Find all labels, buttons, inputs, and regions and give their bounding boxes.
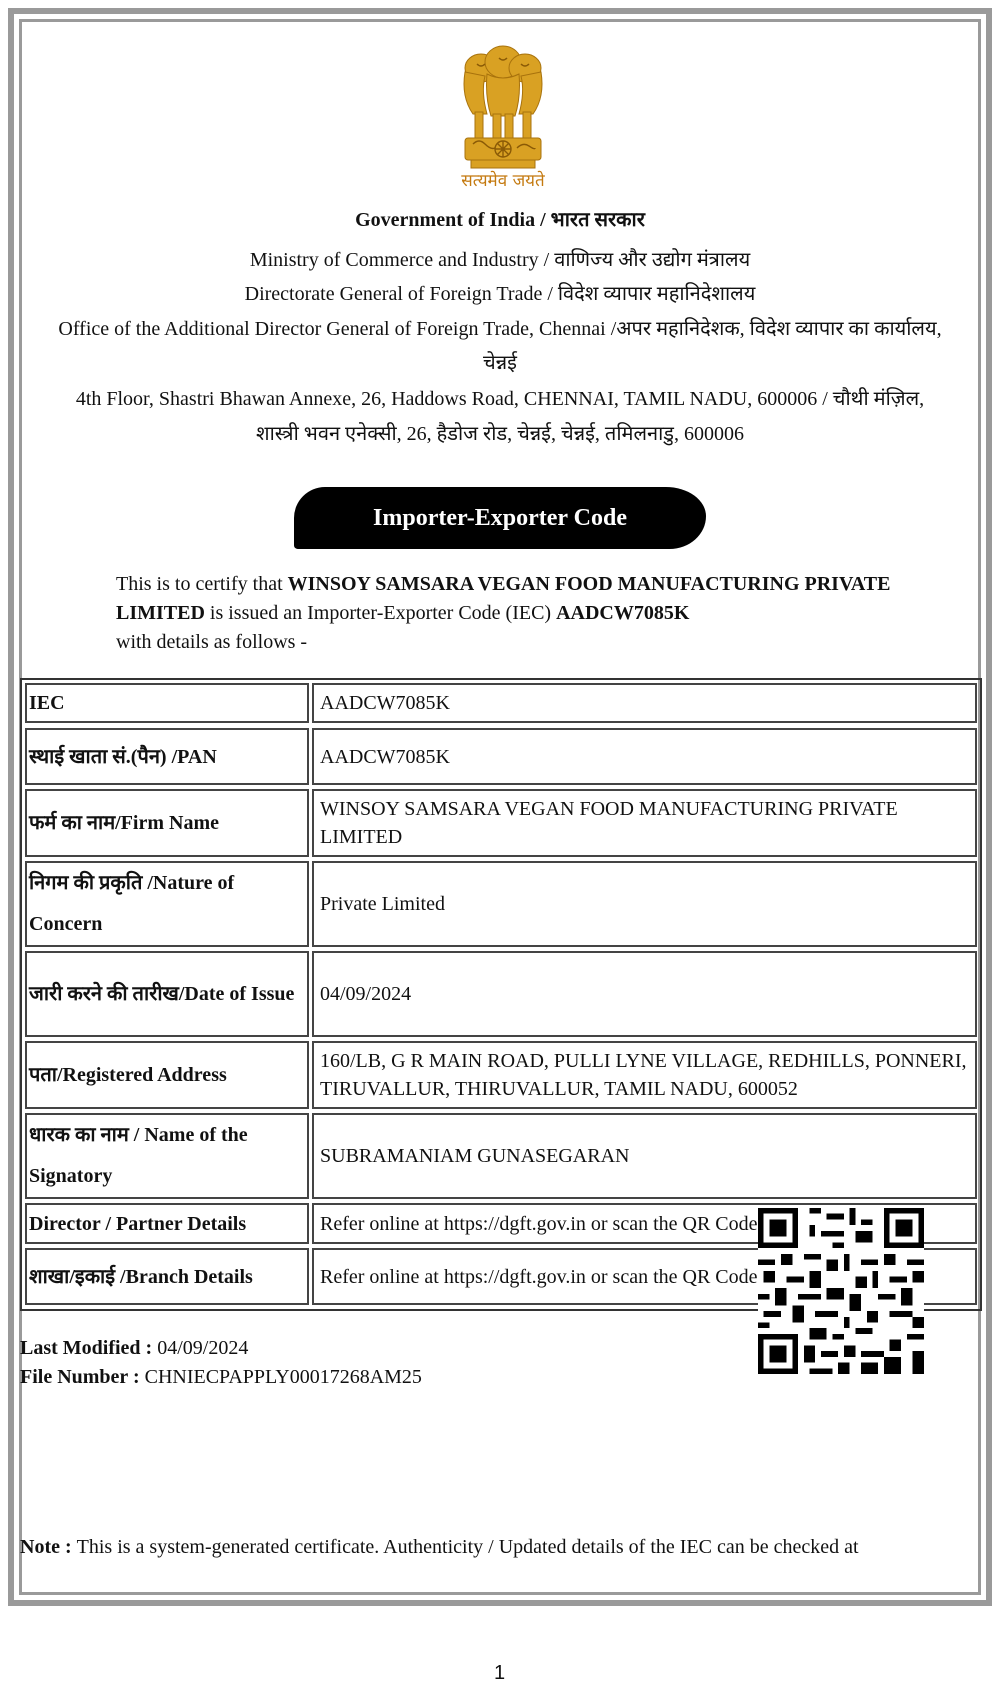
address-line-2: शास्त्री भवन एनेक्सी, 26, हैडोज रोड, चेन्नई, चेन्नई, तमिलनाडु, 600006 [255, 423, 745, 445]
row-director-label: Director / Partner Details [25, 1203, 309, 1244]
note-label: Note : [20, 1536, 77, 1558]
certify-company: WINSOY SAMSARA VEGAN FOOD MANUFACTURING PRIVATE LIMITED [116, 573, 891, 624]
certify-suffix: with details as follows - [116, 631, 308, 653]
row-nature-label: निगम की प्रकृति /Nature of Concern [25, 861, 309, 947]
row-firm-name-label: फर्म का नाम/Firm Name [25, 789, 309, 857]
file-number-value: CHNIECPAPPLY00017268AM25 [144, 1366, 422, 1388]
file-number-label: File Number : [20, 1366, 145, 1388]
note-text: This is a system-generated certificate. Authenticity / Updated details of the IEC can be checked at [76, 1536, 859, 1558]
certify-paragraph [116, 570, 906, 657]
certificate-title: Importer-Exporter Code [294, 487, 706, 549]
certify-prefix: This is to certify that [116, 573, 288, 595]
file-number [20, 1366, 422, 1389]
row-date-value: 04/09/2024 [312, 951, 977, 1037]
row-pan-label: स्थाई खाता सं.(पैन) /PAN [25, 728, 309, 785]
row-branch-value: Refer online at https://dgft.gov.in or scan the QR Code [312, 1248, 977, 1305]
row-firm-name-value: WINSOY SAMSARA VEGAN FOOD MANUFACTURING PRIVATE LIMITED [312, 789, 977, 857]
row-nature-value: Private Limited [312, 861, 977, 947]
certify-iec: AADCW7085K [556, 602, 690, 624]
row-signatory-value: SUBRAMANIAM GUNASEGARAN [312, 1113, 977, 1199]
row-iec-label: IEC [25, 683, 309, 723]
row-signatory-label: धारक का नाम / Name of the Signatory [25, 1113, 309, 1199]
ministry-line: Ministry of Commerce and Industry / वाणिज्य और उद्योग मंत्रालय [249, 249, 751, 271]
row-branch-label: शाखा/इकाई /Branch Details [25, 1248, 309, 1305]
last-modified [20, 1337, 248, 1360]
government-title: Government of India / भारत सरकार [355, 209, 645, 231]
certify-middle: is issued an Importer-Exporter Code (IEC) [204, 602, 557, 624]
page-number: 1 [494, 1662, 506, 1684]
row-pan-value: AADCW7085K [312, 728, 977, 785]
row-iec-value: AADCW7085K [312, 683, 977, 723]
last-modified-value: 04/09/2024 [157, 1337, 249, 1359]
address-line-1: 4th Floor, Shastri Bhawan Annexe, 26, Haddows Road, CHENNAI, TAMIL NADU, 600006 / चौथी मंज़िल, [75, 388, 925, 410]
emblem-motto: सत्यमेव जयते [461, 171, 545, 191]
row-address-label: पता/Registered Address [25, 1041, 309, 1109]
office-line-1: Office of the Additional Director General of Foreign Trade, Chennai /अपर महानिदेशक, विदेश व्यापार का कार्यालय, [58, 318, 942, 340]
row-address-value: 160/LB, G R MAIN ROAD, PULLI LYNE VILLAGE, REDHILLS, PONNERI, TIRUVALLUR, THIRUVALLUR, TAMIL NADU, 600052 [312, 1041, 977, 1109]
directorate-line: Directorate General of Foreign Trade / विदेश व्यापार महानिदेशालय [244, 283, 756, 305]
note-line [20, 1536, 859, 1559]
row-director-value: Refer online at https://dgft.gov.in or scan the QR Code [312, 1203, 977, 1244]
qr-code-icon[interactable] [758, 1207, 924, 1375]
last-modified-label: Last Modified : [20, 1337, 158, 1359]
office-line-2: चेन्नई [483, 352, 517, 374]
row-date-label: जारी करने की तारीख/Date of Issue [25, 951, 309, 1037]
